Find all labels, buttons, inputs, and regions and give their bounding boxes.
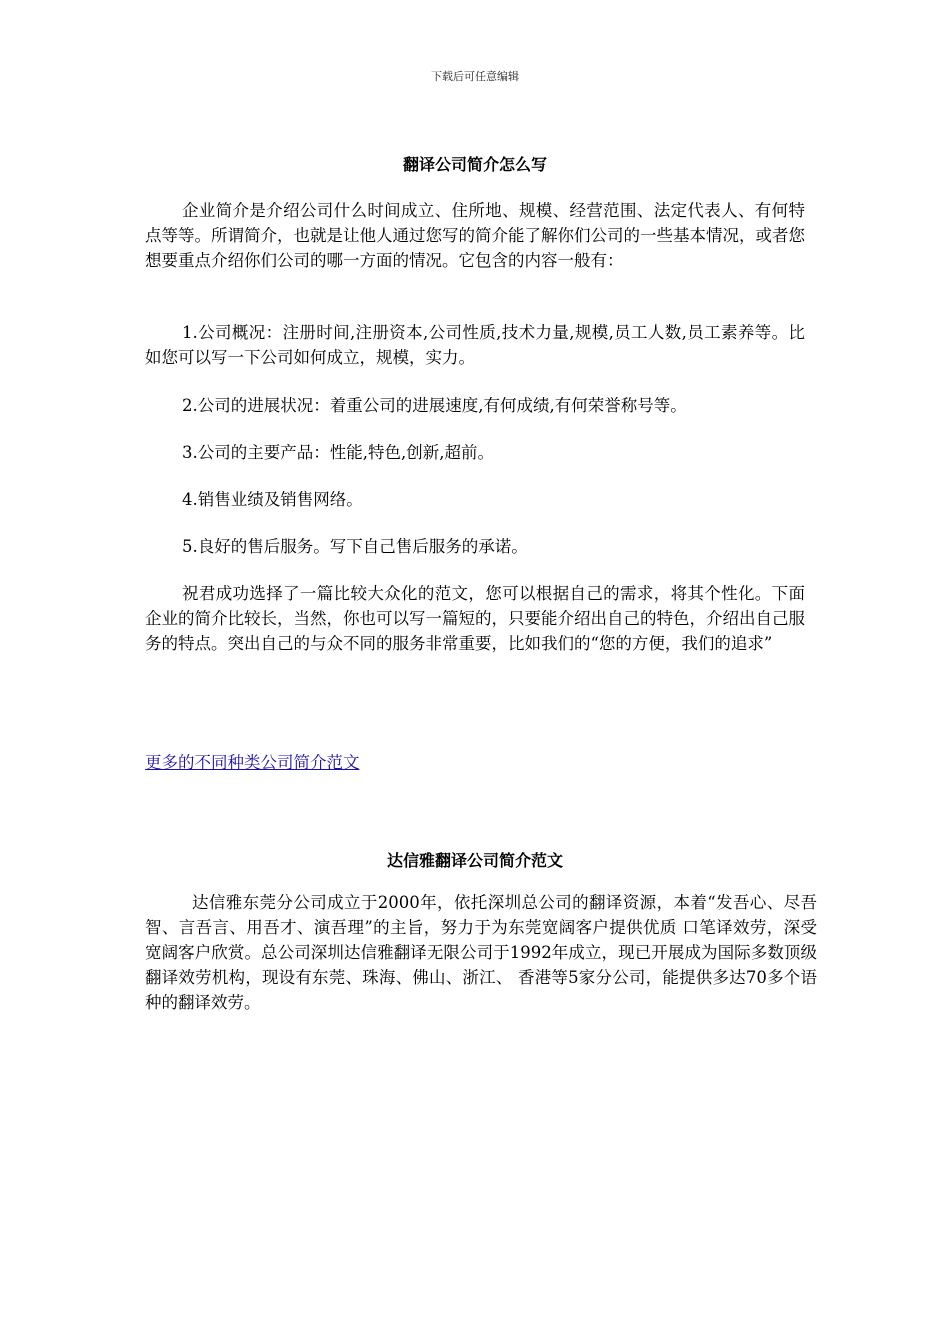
list-item-sales-network: 4.销售业绩及销售网络。 [182,490,363,509]
section-title-how-to-write: 翻译公司简介怎么写 [402,155,547,174]
list-item-after-sales-service: 5.良好的售后服务。写下自己售后服务的承诺。 [182,537,528,556]
intro-paragraph: 企业简介是介绍公司什么时间成立、住所地、规模、经营范围、法定代表人、有何特点等等。所谓简介，也就是让他人通过您写的简介能了解你们公司的一些基本情况，或者您想要重点介绍你们公司的哪一方面的情况。它包含的内容一般有： [145,201,805,270]
header-note: 下载后可任意编辑 [431,70,519,83]
more-templates-link[interactable]: 更多的不同种类公司简介范文 [145,753,360,772]
sample-profile-paragraph: 达信雅东莞分公司成立于2000年，依托深圳总公司的翻译资源，本着“发吾心、尽吾智、言吾言、用吾才、演吾理”的主旨，努力于为东莞宽阔客户提供优质 口笔译效劳，深受宽阔客户欣赏。总公司深圳达信雅翻译无限公司于1992年成立，现已开展成为国际多数顶级翻译效劳机构，现设有东莞、珠海、佛山、浙江、 香港等5家分公司，能提供多达70多个语种的翻译效劳。 [145,893,817,1012]
list-item-development-status: 2.公司的进展状况：着重公司的进展速度,有何成绩,有何荣誉称号等。 [182,396,687,415]
list-item-company-overview: 1.公司概况：注册时间,注册资本,公司性质,技术力量,规模,员工人数,员工素养等。比如您可以写一下公司如何成立，规模，实力。 [145,323,805,367]
list-item-main-products: 3.公司的主要产品：性能,特色,创新,超前。 [182,443,494,462]
closing-paragraph: 祝君成功选择了一篇比较大众化的范文，您可以根据自己的需求，将其个性化。下面企业的简介比较长，当然，你也可以写一篇短的，只要能介绍出自己的特色，介绍出自己服务的特点。突出自己的与众不同的服务非常重要，比如我们的“您的方便，我们的追求” [145,584,805,653]
section-title-sample-profile: 达信雅翻译公司简介范文 [386,851,563,870]
